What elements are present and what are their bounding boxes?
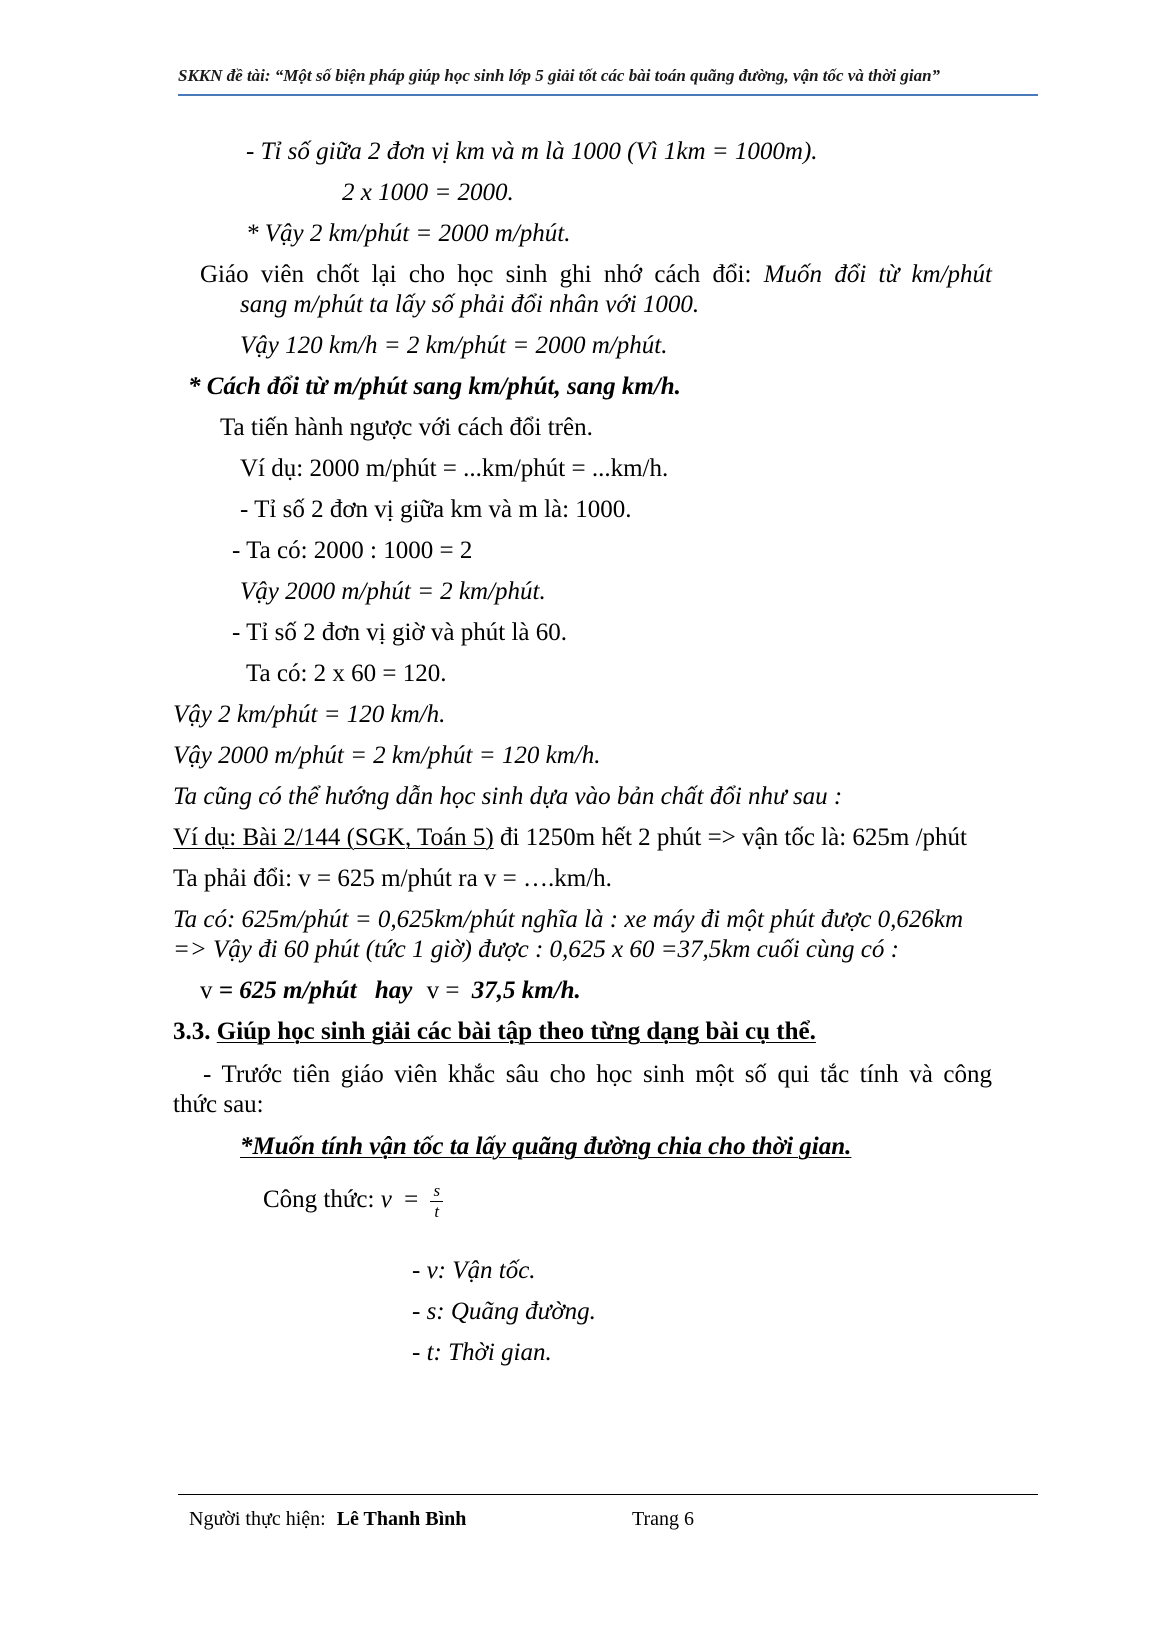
- definition-item: - s: Quãng đường.: [412, 1298, 596, 1325]
- text-line: Vậy 2 km/phút = 120 km/h.: [173, 701, 446, 728]
- example-reference: Ví dụ: Bài 2/144 (SGK, Toán 5): [173, 824, 494, 851]
- text-line: Vậy 120 km/h = 2 km/phút = 2000 m/phút.: [240, 332, 668, 359]
- formula-variable: v: [380, 1186, 392, 1213]
- formula-fraction: [430, 1181, 443, 1222]
- text-span: Muốn đổi từ km/phút: [763, 261, 992, 288]
- text-line: Vậy 2000 m/phút = 2 km/phút.: [240, 578, 546, 605]
- formula-line: [263, 1180, 443, 1222]
- paragraph-line: [200, 260, 992, 290]
- section-subheading: * Cách đổi từ m/phút sang km/phút, sang km/h.: [188, 373, 681, 400]
- example-line: [173, 823, 967, 853]
- footer-divider: [178, 1494, 1038, 1495]
- text-line: => Vậy đi 60 phút (tức 1 giờ) được : 0,625 x 60 =37,5km cuối cùng có :: [173, 936, 899, 963]
- paragraph-line: - Trước tiên giáo viên khắc sâu cho học sinh một số qui tắc tính và công: [203, 1061, 992, 1088]
- text-span: 37,5 km/h.: [471, 977, 581, 1004]
- section-number: 3.3.: [173, 1018, 217, 1045]
- formula-equals: =: [404, 1186, 419, 1213]
- text-span: v: [200, 977, 219, 1004]
- page-header-title: SKKN đề tài: “Một số biện pháp giúp học sinh lớp 5 giải tốt các bài toán quãng đường, vận tốc và thời gian”: [178, 66, 941, 85]
- text-line: Ta phải đổi: v = 625 m/phút ra v = ….km/h.: [173, 865, 612, 892]
- fraction-numerator: s: [430, 1181, 443, 1202]
- text-line: - Tỉ số 2 đơn vị giờ và phút là 60.: [232, 619, 567, 646]
- fraction-denominator: t: [434, 1201, 440, 1221]
- text-line: thức sau:: [173, 1091, 264, 1118]
- result-line: [200, 976, 581, 1006]
- footer-author: [189, 1508, 466, 1531]
- text-span: Giáo viên chốt lại cho học sinh ghi nhớ cách đổi:: [200, 261, 764, 288]
- rule-statement: *Muốn tính vận tốc ta lấy quãng đường chia cho thời gian.: [240, 1133, 852, 1160]
- text-line: Ví dụ: 2000 m/phút = ...km/phút = ...km/h.: [240, 455, 669, 482]
- text-line: Ta có: 625m/phút = 0,625km/phút nghĩa là : xe máy đi một phút được 0,626km: [173, 906, 964, 933]
- formula-label: Công thức:: [263, 1186, 381, 1213]
- text-span: = 625 m/phút: [218, 977, 357, 1004]
- section-heading: [173, 1017, 816, 1047]
- text-line: sang m/phút ta lấy số phải đổi nhân với 1000.: [240, 291, 700, 318]
- text-line: 2 x 1000 = 2000.: [342, 179, 514, 206]
- section-title: Giúp học sinh giải các bài tập theo từng dạng bài cụ thể.: [216, 1018, 816, 1045]
- footer-author-label: Người thực hiện:: [189, 1508, 326, 1530]
- footer-author-name: Lê Thanh Bình: [336, 1508, 467, 1530]
- page-number: Trang 6: [632, 1508, 695, 1530]
- definition-item: - t: Thời gian.: [412, 1339, 552, 1366]
- text-span: đi 1250m hết 2 phút => vận tốc là: 625m /phút: [493, 824, 967, 851]
- definition-item: - v: Vận tốc.: [412, 1257, 536, 1284]
- text-span: v =: [426, 977, 460, 1004]
- text-line: - Tỉ số 2 đơn vị giữa km và m là: 1000.: [240, 496, 632, 523]
- text-line: - Tỉ số giữa 2 đơn vị km và m là 1000 (Vì 1km = 1000m).: [246, 138, 818, 165]
- text-line: Ta cũng có thể hướng dẫn học sinh dựa vào bản chất đổi như sau :: [173, 783, 843, 810]
- header-divider: [178, 94, 1038, 96]
- text-line: - Ta có: 2000 : 1000 = 2: [232, 537, 473, 564]
- text-line: Ta có: 2 x 60 = 120.: [246, 660, 447, 687]
- text-span: hay: [374, 977, 413, 1004]
- text-line: Ta tiến hành ngược với cách đổi trên.: [220, 414, 593, 441]
- text-line: * Vậy 2 km/phút = 2000 m/phút.: [246, 220, 571, 247]
- text-line: Vậy 2000 m/phút = 2 km/phút = 120 km/h.: [173, 742, 601, 769]
